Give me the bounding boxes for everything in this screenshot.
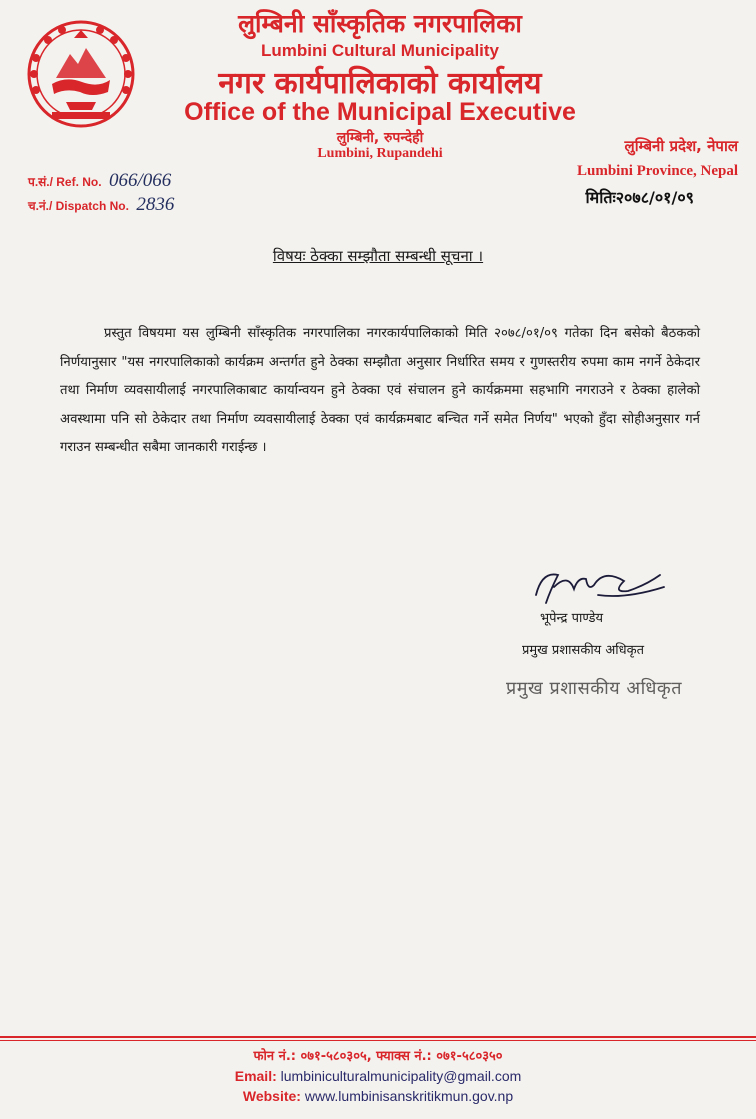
- footer-phone: फोन नं.: ०७१-५८०३०५, फ्याक्स नं.: ०७१-५८०३५०: [253, 1049, 503, 1064]
- dispatch-value: 2836: [136, 194, 175, 215]
- office-name-english: Office of the Municipal Executive: [184, 98, 576, 126]
- dispatch-label: च.नं./ Dispatch No.: [28, 199, 129, 213]
- province-nepali: लुम्बिनी प्रदेश, नेपाल: [624, 137, 738, 155]
- location-english: Lumbini, Rupandehi: [317, 146, 443, 161]
- signatory-name: भूपेन्द्र पाण्डेय: [540, 611, 603, 626]
- letter-date: मितिः२०७८/०१/०९: [585, 188, 694, 207]
- subject-text: विषयः ठेक्का सम्झौता सम्बन्धी सूचना ।: [272, 247, 484, 265]
- location-nepali: लुम्बिनी, रुपन्देही: [336, 130, 424, 146]
- footer-divider-thin: [0, 1040, 756, 1041]
- footer-divider: [0, 1036, 756, 1038]
- reference-value: 066/066: [108, 170, 172, 191]
- office-name-nepali: नगर कार्यपालिकाको कार्यालय: [218, 66, 542, 101]
- signature-mark: [528, 565, 668, 609]
- municipality-name-english: Lumbini Cultural Municipality: [261, 41, 499, 60]
- footer-website: [0, 1088, 756, 1104]
- notice-body: प्रस्तुत विषयमा यस लुम्बिनी साँस्कृतिक नगरपालिका नगरकार्यपालिकाको मिति २०७८/०१/०९ गतेका दिन बसेको बैठकको निर्णयानुसार "यस नगरपालिकाको कार्यक्रम अन्तर्गत हुने ठेक्का सम्झौता अनुसार निर्धारित समय र गुणस्तरीय रुपमा काम नगर्ने ठेकेदार तथा निर्माण व्यवसायीलाई नगरपालिकाबाट कार्यान्वयन हुने ठेक्का एवं संचालन हुने कार्यक्रममा सहभागि नगराउने र ठेक्का हालेको अवस्थामा पनि सो ठेकेदार तथा निर्माण व्यवसायीलाई ठेक्का एवं कार्यक्रमबाट बन्चित गर्ने समेत निर्णय" भएको हुँदा सोहीअनुसार गर्न गराउन सम्बन्धीत सबैमा जानकारी गराईन्छ ।: [60, 326, 700, 456]
- email-address[interactable]: lumbiniculturalmunicipality@gmail.com: [280, 1068, 522, 1084]
- municipality-name-nepali: लुम्बिनी साँस्कृतिक नगरपालिका: [238, 9, 522, 38]
- official-stamp: प्रमुख प्रशासकीय अधिकृत: [506, 678, 682, 699]
- reference-label: प.सं./ Ref. No.: [28, 175, 102, 189]
- footer-email: [0, 1068, 756, 1084]
- province-english: Lumbini Province, Nepal: [577, 163, 738, 179]
- nepal-emblem-icon: [22, 18, 140, 130]
- subject-line: [0, 246, 756, 266]
- email-label: Email:: [234, 1068, 277, 1084]
- website-url[interactable]: www.lumbinisanskritikmun.gov.np: [304, 1088, 514, 1104]
- website-label: Website:: [242, 1088, 301, 1104]
- reference-number: [28, 170, 171, 192]
- dispatch-number: [28, 194, 174, 216]
- signatory-title: प्रमुख प्रशासकीय अधिकृत: [522, 643, 645, 658]
